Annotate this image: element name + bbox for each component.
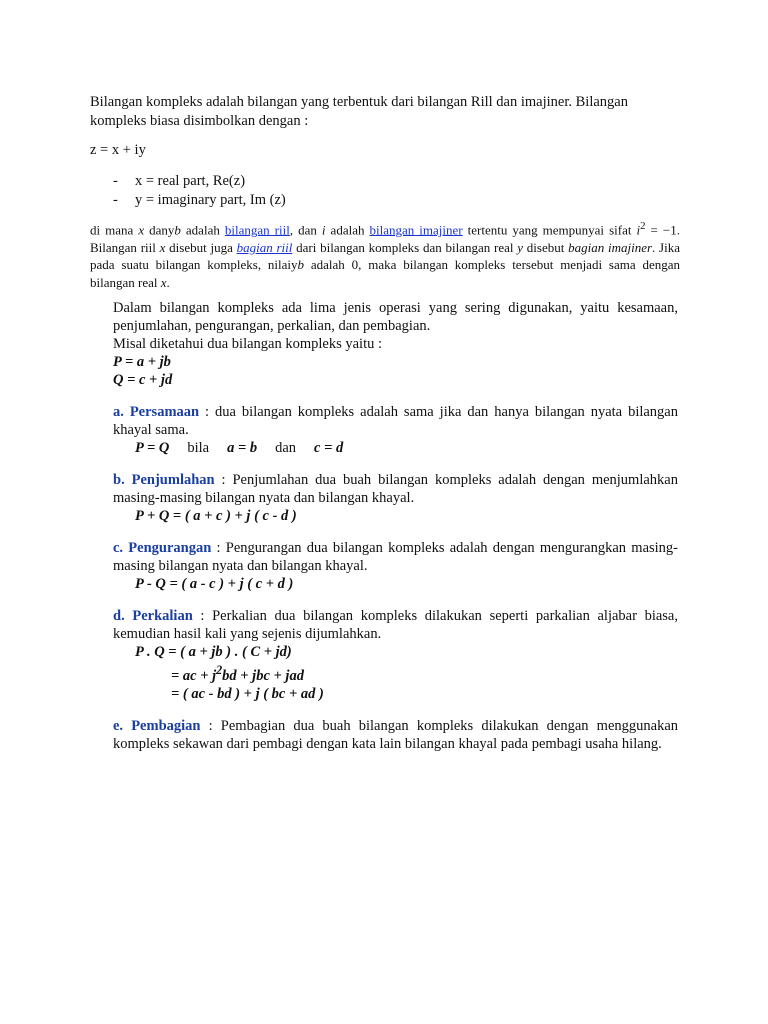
- note-text: adalah: [325, 222, 370, 238]
- note-text: tertentu yang mempunyai sifat: [462, 222, 637, 238]
- var-x: x: [138, 222, 145, 238]
- section-heading: b. Penjumlahan: [113, 472, 215, 488]
- equation: P - Q = ( a - c ) + j ( c + d ): [135, 576, 294, 592]
- note-text: .: [166, 274, 170, 290]
- section-heading: a. Persamaan: [113, 404, 200, 420]
- intro-line-2: kompleks biasa disimbolkan dengan :: [90, 113, 309, 129]
- equation: [113, 661, 678, 685]
- complex-formula: z = x + iy: [90, 142, 146, 158]
- var-i: i: [321, 222, 326, 238]
- note-text: disebut: [523, 239, 569, 255]
- intro-line-1: Bilangan kompleks adalah bilangan yang terbentuk dari bilangan Rill dan imajiner. Bilangan: [90, 94, 628, 110]
- equation-part: = ac + j: [171, 667, 217, 684]
- bullet-text: x = real part, Re(z): [135, 173, 246, 189]
- section-pengurangan: [113, 539, 678, 593]
- operations-intro: Dalam bilangan kompleks ada lima jenis operasi yang sering digunakan, yaitu kesamaan, penjumlahan, pengurangan, perkalian, dan pembagian.: [113, 300, 678, 334]
- note-text: di mana: [90, 222, 139, 238]
- section-heading: e. Pembagian: [113, 717, 201, 734]
- note-text: disebut juga: [165, 239, 237, 255]
- section-heading: d. Perkalian: [113, 608, 193, 624]
- section-text: : Pembagian dua buah bilangan kompleks dilakukan dengan menggunakan kompleks sekawan dari pembagi dengan kata lain bilangan khayal pada pembagi usaha hilang.: [113, 717, 679, 752]
- section-persamaan: [113, 403, 678, 457]
- equation-q: Q = c + jd: [113, 372, 173, 388]
- note-text: , dan: [289, 222, 322, 238]
- section-text: : Perkalian dua bilangan kompleks dilakukan seperti parkalian aljabar biasa, kemudian hasil kali yang sejenis dijumlahkan.: [113, 608, 678, 642]
- equation: P = Q: [135, 440, 170, 456]
- var-y: y: [517, 239, 524, 255]
- link-bilangan-imajiner[interactable]: bilangan imajiner: [369, 222, 463, 238]
- term-bagian-imajiner: bagian imajiner: [568, 239, 653, 255]
- var-b: b: [297, 257, 305, 273]
- equation-part: bd + jbc + jad: [222, 667, 304, 684]
- equation-p: P = a + jb: [113, 354, 171, 370]
- var-x: x: [160, 274, 167, 290]
- section-heading: c. Pengurangan: [113, 540, 212, 556]
- var-b: b: [174, 222, 181, 238]
- equation: = ( ac - bd ) + j ( bc + ad ): [171, 685, 324, 702]
- link-bilangan-riil[interactable]: bilangan riil: [224, 222, 290, 238]
- bullet-text: y = imaginary part, Im (z): [135, 192, 286, 208]
- superscript: 2: [216, 663, 223, 677]
- bullet-list: [113, 172, 286, 210]
- var-x: x: [159, 239, 166, 255]
- section-penjumlahan: [113, 471, 678, 525]
- note-text: adalah: [180, 222, 225, 238]
- operations-block: [113, 299, 678, 753]
- section-pembagian: [113, 717, 678, 753]
- example-intro: Misal diketahui dua bilangan kompleks yaitu :: [113, 336, 383, 352]
- note-text: adalah 0, maka bilangan kompleks tersebut menjadi sama dengan bilangan real: [90, 257, 680, 290]
- section-text: : Pengurangan dua bilangan kompleks adalah dengan mengurangkan masing-masing bilangan nyata dan bilangan khayal.: [113, 540, 678, 574]
- note-text: dany: [144, 222, 175, 238]
- note-text: = −1. Bilangan riil: [90, 222, 680, 255]
- link-bagian-riil[interactable]: bagian riil: [236, 239, 293, 255]
- note-text: dari bilangan kompleks dan bilangan real: [292, 239, 518, 255]
- word-dan: dan: [275, 440, 297, 456]
- list-item: [113, 191, 286, 210]
- equation: c = d: [314, 440, 344, 456]
- equation: P + Q = ( a + c ) + j ( c - d ): [135, 508, 297, 524]
- list-item: [113, 172, 286, 191]
- section-text: : Penjumlahan dua buah bilangan kompleks adalah dengan menjumlahkan masing-masing bilangan nyata dan bilangan khayal.: [113, 472, 678, 506]
- note-text: . Jika pada suatu bilangan kompleks, nilaiy: [90, 239, 680, 273]
- bullet-dash: -: [113, 192, 118, 208]
- equation: P . Q = ( a + jb ) . ( C + jd): [135, 644, 292, 660]
- var-i: i: [636, 222, 641, 238]
- bullet-dash: -: [113, 173, 118, 189]
- section-perkalian: [113, 607, 678, 703]
- equation: a = b: [227, 440, 258, 456]
- superscript: 2: [640, 220, 646, 232]
- definition-note: [90, 218, 680, 291]
- section-text: : dua bilangan kompleks adalah sama jika dan hanya bilangan nyata bilangan khayal sama.: [113, 404, 678, 438]
- word-bila: bila: [187, 440, 210, 456]
- intro-paragraph: [90, 93, 680, 131]
